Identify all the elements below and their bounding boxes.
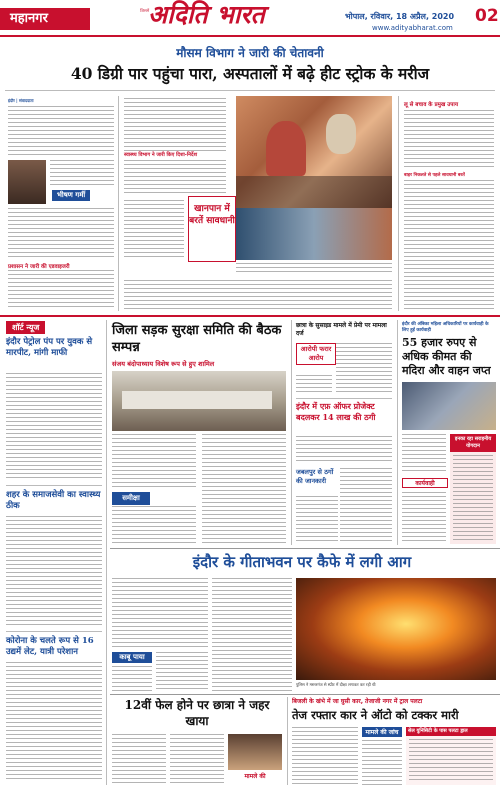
left-story-1-text	[6, 373, 102, 481]
logo	[140, 0, 300, 34]
lead-rule	[5, 90, 495, 91]
gold-photo	[402, 382, 496, 430]
name-tag: भीषण गर्मी	[52, 190, 90, 201]
gold-kicker: इंदौर की अंबिका महिला अधिकारियों पर कार्यवाही के लिए हुई कार्यवाही	[402, 322, 489, 333]
studio-text-1	[336, 343, 392, 395]
gold-sidebox-title: इनका रहा सराहनीय योगदान	[450, 434, 496, 452]
section-label: महानगर	[0, 8, 90, 30]
accident-kicker: बिजली के खंभे में जा घुसी कार, तेजाजी नगर में ट्राल पलटा	[292, 698, 423, 705]
lead-side-title: लू से बचाव के प्रमुख उपाय	[404, 102, 459, 108]
lead-text-4	[8, 270, 114, 310]
road-text-1	[112, 434, 196, 488]
studio-sub: इंदौर में एफ़ ऑफर प्रोजेक्ट बदलकर 14 लाख की ठगी	[296, 401, 376, 422]
fire-caption: पुलिस ने मस्तरगंज से स्प्रीट में दीक्षा लगाकर कर रही थी	[296, 682, 376, 687]
studio-kicker: छात्रा के सुसाइड मामले में प्रेमी पर मामला दर्ज	[296, 322, 387, 337]
lead-photo-2	[236, 208, 392, 260]
fire-photo	[296, 578, 496, 680]
studio-text-3	[296, 436, 392, 464]
gold-text-1	[402, 434, 446, 474]
road-photo	[112, 371, 286, 431]
road-subhead: संजय बंदोपाध्याय विशेष रूप से हुए शामिल	[112, 360, 215, 368]
accident-sidebox	[406, 727, 496, 785]
left-story-2-title: शहर के समाजसेवी का स्वास्थ्य ठीक	[6, 490, 101, 511]
student-headline: 12वीं फेल होने पर छात्रा ने जहर खाया	[124, 698, 270, 728]
short-news-badge: शॉर्ट न्यूज	[6, 321, 45, 334]
student-label: मामले की	[244, 773, 266, 780]
lead-photo-caption	[236, 263, 392, 275]
left-story-3-title: कोरोना के चलते रूप से 16 उद्यमें लेट, यात्री परेशान	[6, 636, 94, 657]
road-headline: जिला सड़क सुरक्षा समिति की बैठक सम्पन्न	[112, 323, 282, 355]
gold-headline: 55 हजार रुपए से अधिक कीमत की मदिरा और वाहन जप्त	[402, 336, 491, 377]
studio-text-5	[296, 496, 338, 544]
lead-text-7	[124, 200, 184, 260]
fire-text-3	[112, 666, 152, 692]
fire-headline: इंदौर के गीताभवन पर कैफे में लगी आग	[192, 553, 412, 571]
reporter-photo	[8, 160, 46, 204]
lead-photo	[236, 96, 392, 208]
lead-side-text-1	[404, 110, 494, 168]
logo-text: अदिति भारत	[148, 0, 265, 29]
left-story-3-text	[6, 662, 102, 782]
student-text-1	[112, 734, 166, 786]
lead-text-1	[8, 106, 114, 156]
studio-box-1: आरोपी फरार आरोप	[296, 343, 336, 365]
lead-side-text-2	[404, 180, 494, 310]
masthead	[0, 0, 500, 38]
lead-text-8	[124, 280, 392, 310]
lead-text-6	[124, 160, 226, 196]
lead-kicker: मौसम विभाग ने जारी की चेतावनी	[176, 46, 324, 60]
left-story-2-text	[6, 516, 102, 628]
lead-text-5	[124, 98, 226, 152]
accident-headline: तेज रफ्तार कार ने ऑटो को टक्कर मारी	[292, 708, 459, 722]
website[interactable]: www.adityabharat.com	[372, 24, 453, 32]
lead-sub-2: स्वास्थ्य विभाग ने जारी किए दिशा-निर्देश	[124, 152, 197, 158]
road-text-3	[112, 506, 196, 544]
photo-caption-box	[188, 196, 236, 262]
fire-text-1	[112, 578, 208, 648]
accident-text-1	[292, 727, 358, 785]
lead-text-3	[8, 208, 114, 258]
studio-box-2: जबलपुर से ठगों की जानकारी	[296, 468, 334, 485]
fire-text-2	[156, 652, 208, 692]
accident-text-2	[362, 740, 402, 785]
lead-text-2	[50, 160, 114, 186]
lead-headline: 40 डिग्री पार पहुंचा पारा, अस्पतालों में बढ़े हीट स्ट्रोक के मरीज	[70, 64, 430, 83]
accident-label: मामले की जांच	[362, 727, 402, 737]
gold-label: कार्यवाही	[402, 478, 448, 488]
fire-label: काबू पाया	[112, 652, 152, 663]
dateline: भोपाल, रविवार, 18 अप्रैल, 2020	[345, 12, 455, 21]
masthead-rule	[0, 35, 500, 37]
accident-sidebox-title: सेल युनिसिटी के पास पलटा ड्राल	[406, 727, 496, 736]
lead-dateline: इंदौर | संवाददाता	[8, 98, 34, 103]
page-number: 02	[475, 6, 499, 26]
road-text-2	[202, 434, 286, 544]
student-text-2	[170, 734, 224, 786]
gold-sidebox	[450, 434, 496, 544]
fire-text-4	[212, 578, 292, 692]
lead-side-sub: बाहर निकलते से पहले सावधानी बरतें	[404, 173, 465, 178]
left-story-1-title: इंदौर पेट्रोल पंप पर युवक से मारपीट, मांगी माफी	[6, 337, 93, 358]
logo-small-text: जिसमें	[140, 8, 150, 13]
gold-text-2	[402, 492, 446, 544]
photo-caption-left: खानपान में बरतें सावधानी	[189, 204, 235, 226]
studio-text-4	[340, 468, 392, 544]
student-photo	[228, 734, 282, 770]
studio-text-2	[296, 375, 332, 395]
lead-sub-1: प्रशासन ने जारी की एडवाइजरी	[8, 264, 70, 270]
road-label: समीक्षा	[112, 492, 150, 505]
